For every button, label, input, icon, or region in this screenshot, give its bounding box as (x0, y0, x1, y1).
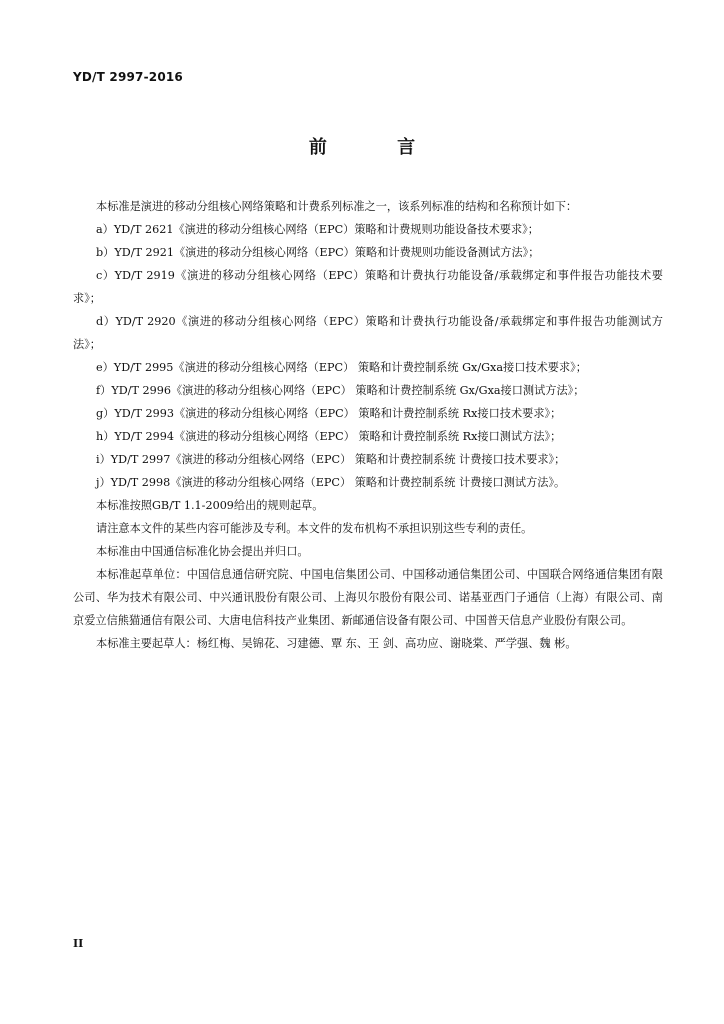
document-code: YD/T 2997-2016 (73, 70, 183, 84)
drafting-rules-paragraph: 本标准按照GB/T 1.1-2009给出的规则起草。 (96, 499, 324, 512)
intro-paragraph: 本标准是演进的移动分组核心网络策略和计费系列标准之一，该系列标准的结构和名称预计如下： (96, 200, 578, 213)
list-item-g: g）YD/T 2993《演进的移动分组核心网络（EPC） 策略和计费控制系统 Rx接口技术要求》； (96, 407, 562, 420)
drafters-paragraph: 本标准主要起草人：杨红梅、吴锦花、习建德、覃 东、王 剑、高功应、谢晓棠、严学强、魏 彬。 (96, 637, 577, 650)
list-item-f: f）YD/T 2996《演进的移动分组核心网络（EPC） 策略和计费控制系统 Gx/Gxa接口测试方法》； (96, 384, 585, 397)
list-item-j: j）YD/T 2998《演进的移动分组核心网络（EPC） 策略和计费控制系统 计费接口测试方法》。 (96, 476, 566, 489)
patent-notice-paragraph: 请注意本文件的某些内容可能涉及专利。本文件的发布机构不承担识别这些专利的责任。 (96, 522, 533, 535)
list-item-i: i）YD/T 2997《演进的移动分组核心网络（EPC） 策略和计费控制系统 计费接口技术要求》； (96, 453, 566, 466)
body-text (73, 195, 663, 655)
list-item-h: h）YD/T 2994《演进的移动分组核心网络（EPC） 策略和计费控制系统 Rx接口测试方法》； (96, 430, 562, 443)
page-title: 前 言 (308, 137, 448, 158)
list-item-b: b）YD/T 2921《演进的移动分组核心网络（EPC）策略和计费规则功能设备测试方法》； (96, 246, 540, 259)
proposer-paragraph: 本标准由中国通信标准化协会提出并归口。 (96, 545, 309, 558)
drafting-units-paragraph: 本标准起草单位：中国信息通信研究院、中国电信集团公司、中国移动通信集团公司、中国联合网络通信集团有限公司、华为技术有限公司、中兴通讯股份有限公司、上海贝尔股份有限公司、诺基亚西门子通信（上海）有限公司、南京爱立信熊猫通信有限公司、大唐电信科技产业集团、新邮通信设备有限公司、中国普天信息产业股份有限公司。 (73, 568, 663, 627)
list-item-d: d）YD/T 2920《演进的移动分组核心网络（EPC）策略和计费执行功能设备/承载绑定和事件报告功能测试方法》； (73, 315, 663, 351)
list-item-e: e）YD/T 2995《演进的移动分组核心网络（EPC） 策略和计费控制系统 Gx/Gxa接口技术要求》； (96, 361, 587, 374)
list-item-c: c）YD/T 2919《演进的移动分组核心网络（EPC）策略和计费执行功能设备/承载绑定和事件报告功能技术要求》； (73, 269, 663, 305)
list-item-a: a）YD/T 2621《演进的移动分组核心网络（EPC）策略和计费规则功能设备技术要求》； (96, 223, 539, 236)
page-number: II (73, 937, 84, 950)
